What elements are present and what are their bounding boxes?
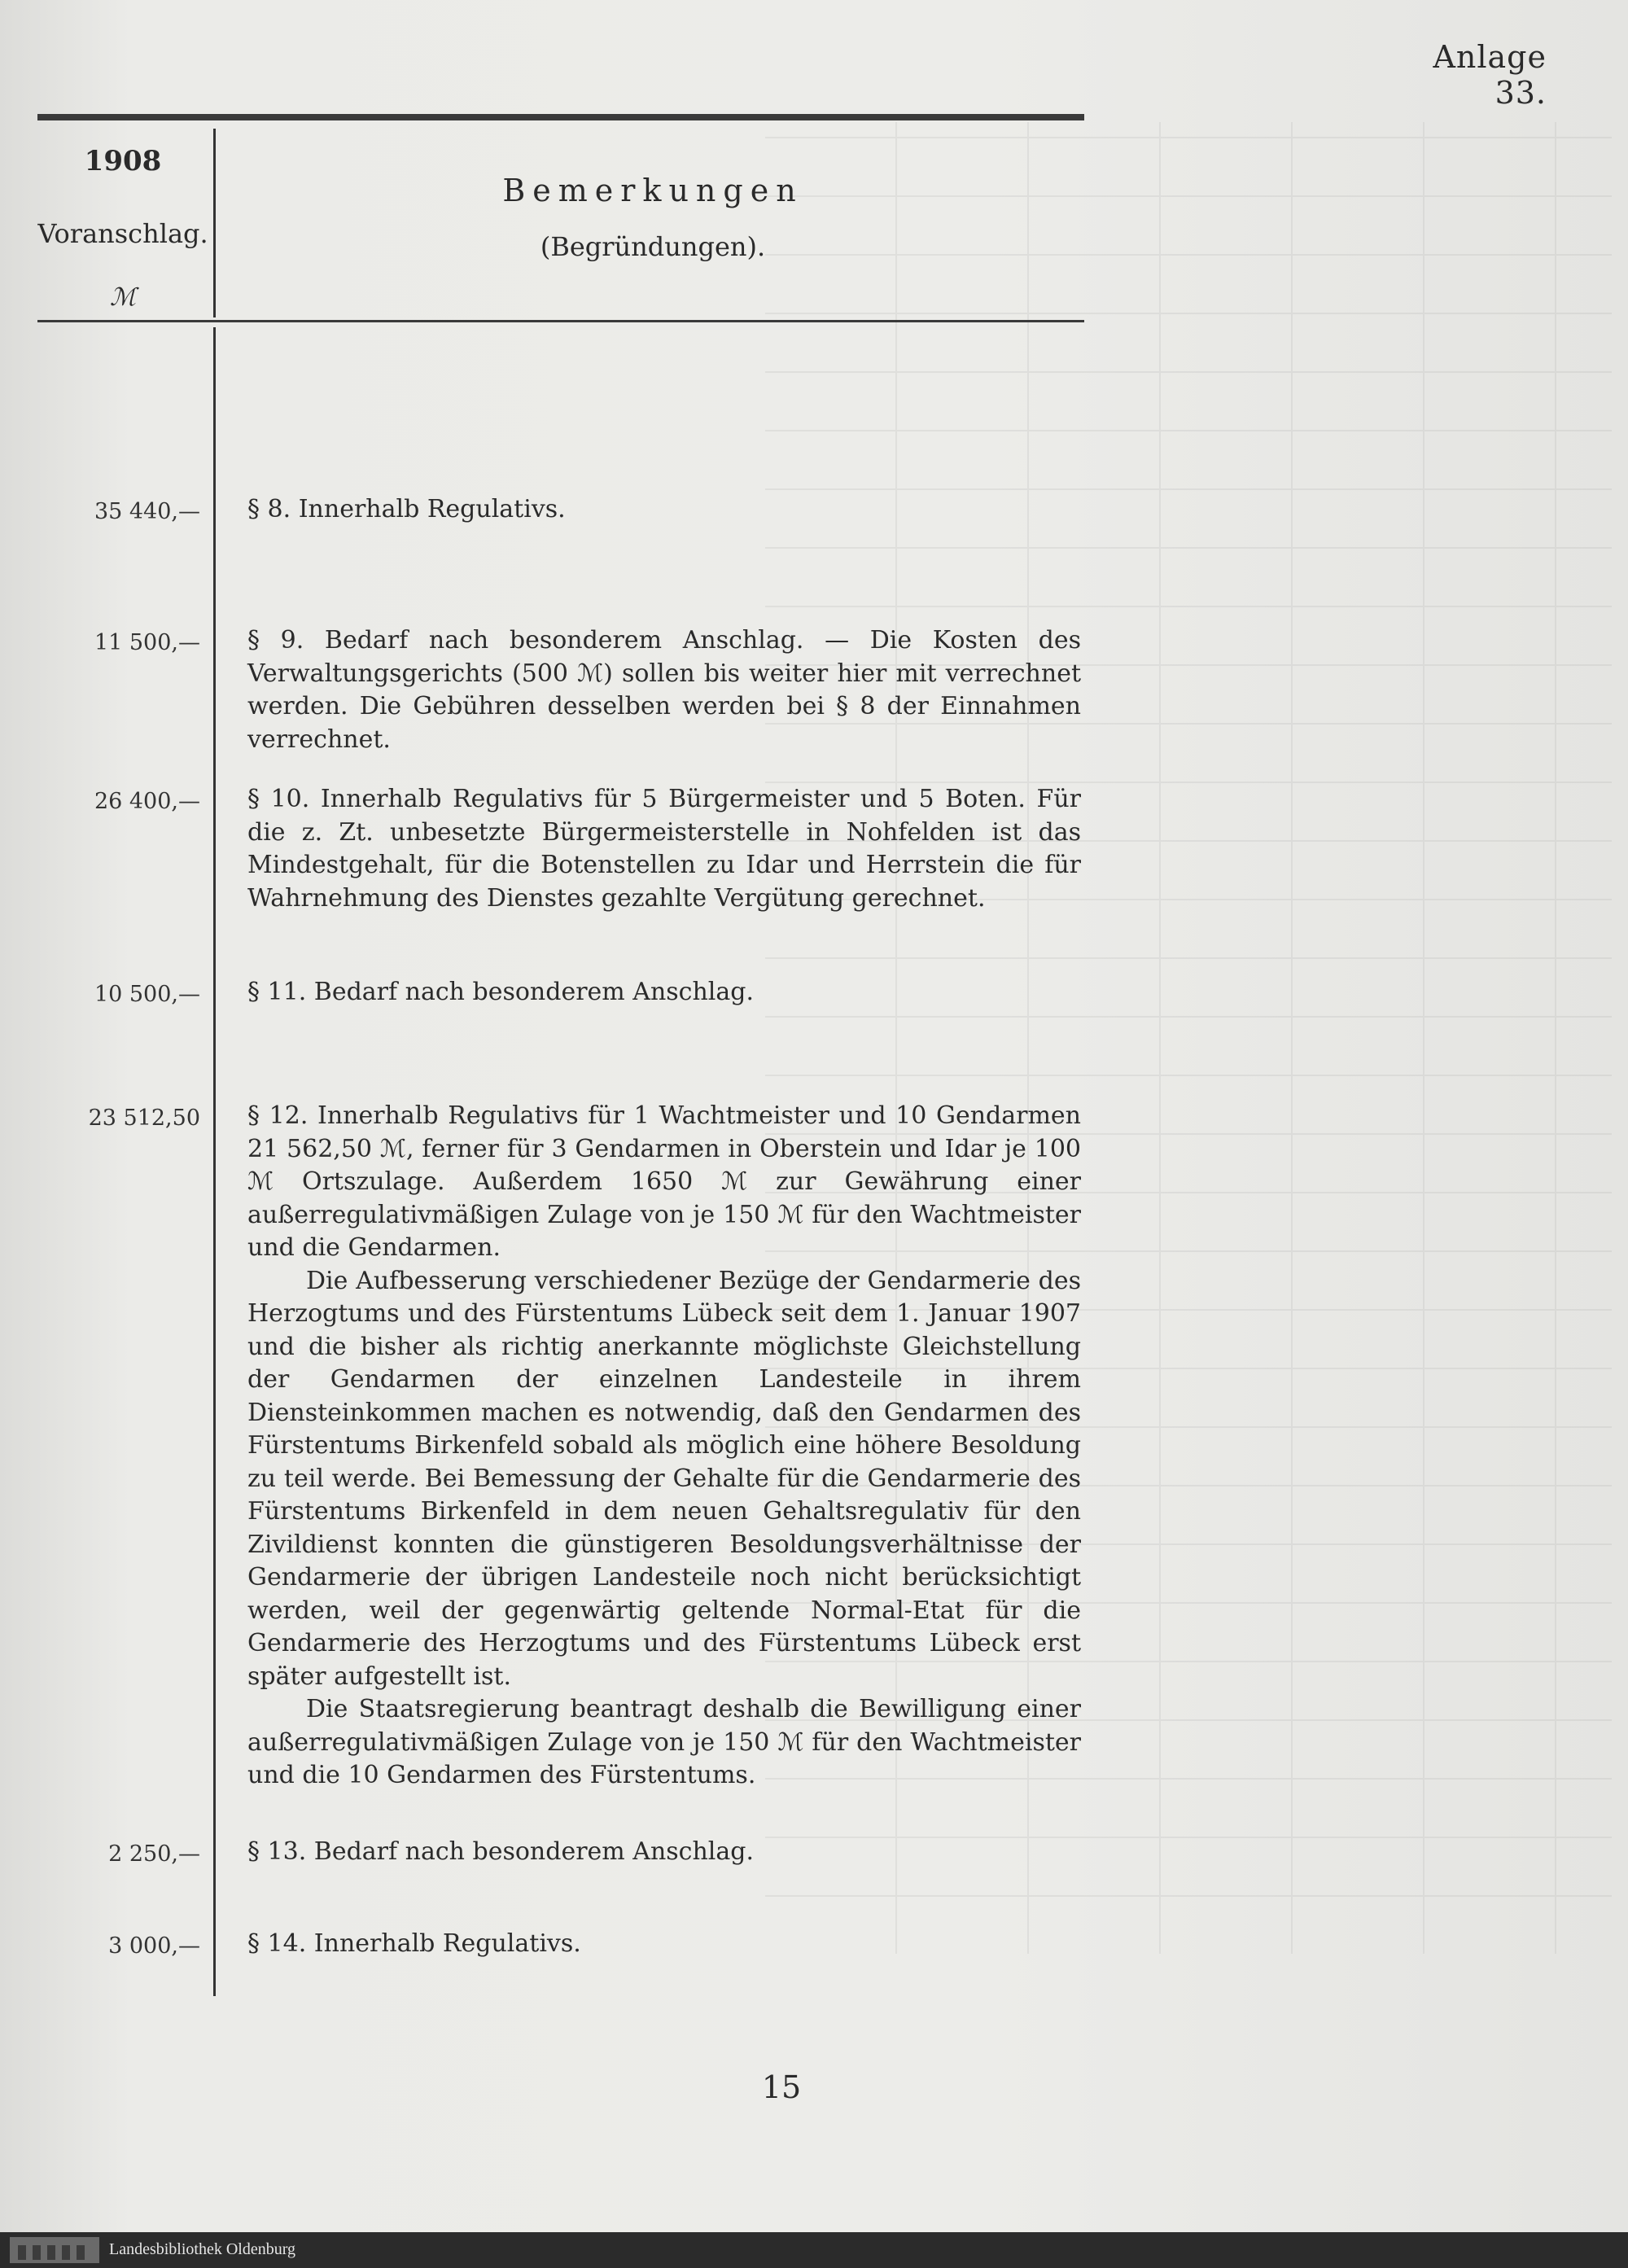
library-footer <box>0 2232 1628 2268</box>
amount-section-11: 10 500,— <box>94 982 200 1007</box>
remarks-heading: Bemerkungen <box>502 173 803 208</box>
remarks-subheading: (Begründungen). <box>540 231 766 262</box>
amount-section-12: 23 512,50 <box>88 1106 200 1131</box>
amount-section-8: 35 440,— <box>94 499 200 524</box>
remark-section-11: § 11. Bedarf nach besonderem Anschlag. <box>247 978 755 1006</box>
amount-section-9: 11 500,— <box>94 630 200 655</box>
currency-unit: ℳ <box>109 283 137 312</box>
header-rule <box>37 320 1084 322</box>
remark-section-10: § 10. Innerhalb Regulativs für 5 Bürgermeister und 5 Boten. Für die z. Zt. unbesetzte Bürgermeisterstelle in Nohfelden ist das Mindestgehalt, für die Botenstellen zu Idar und Herrstein die für Wahrnehmung des Dienstes gezahlte Vergütung gerechnet. <box>247 785 1081 913</box>
page-number: 15 <box>761 2069 802 2105</box>
column-year-heading: 1908 <box>84 145 162 177</box>
remark-section-12-paragraph-2: Die Aufbesserung verschiedener Bezüge der Gendarmerie des Herzogtums und des Fürstentums Lübeck seit dem 1. Januar 1907 und die bisher als richtig anerkannte möglichste Gleichstellung der Gendarmen der einzelnen Landesteile in ihrem Diensteinkommen machen es notwendig, daß den Gendarmen des Fürstentums Birkenfeld sobald als möglich eine höhere Besoldung zu teil werde. Bei Bemessung der Gehalte für die Gendarmerie des Fürstentums Birkenfeld in dem neuen Gehaltsregulativ für den Zivildienst konnten die günstigeren Besoldungsverhältnisse der Gendarmerie der übrigen Landesteile noch nicht berücksichtigt werden, weil der gegenwärtig geltende Normal-Etat für die Gendarmerie des Herzogtums und des Fürstentums Lübeck erst später aufgestellt ist. <box>247 1266 1081 1691</box>
library-building-icon <box>10 2237 99 2263</box>
library-name: Landesbibliothek Oldenburg <box>109 2240 296 2258</box>
remark-section-14: § 14. Innerhalb Regulativs. <box>247 1929 581 1958</box>
amount-section-14: 3 000,— <box>108 1933 200 1959</box>
column-budget-heading: Voranschlag. <box>37 218 208 249</box>
remark-section-12 <box>247 1100 1081 1793</box>
remark-section-9: § 9. Bedarf nach besonderem Anschlag. — Die Kosten des Verwaltungsgerichts (500 ℳ) sollen bis weiter hier mit verrechnet werden. Die Gebühren desselben werden bei § 8 der Einnahmen verrechnet. <box>247 626 1081 754</box>
amount-section-13: 2 250,— <box>108 1841 200 1867</box>
remark-section-13: § 13. Bedarf nach besonderem Anschlag. <box>247 1837 755 1866</box>
top-rule <box>37 114 1084 120</box>
remark-section-12-paragraph-3: Die Staatsregierung beantragt deshalb die Bewilligung einer außerregulativmäßigen Zulage von je 150 ℳ für den Wachtmeister und die 10 Gendarmen des Fürstentums. <box>247 1695 1081 1789</box>
amount-section-10: 26 400,— <box>94 789 200 814</box>
header-column-divider <box>213 129 216 317</box>
body-column-divider <box>213 327 216 1996</box>
remark-section-8: § 8. Innerhalb Regulativs. <box>247 495 566 523</box>
remark-section-12-paragraph-1: § 12. Innerhalb Regulativs für 1 Wachtmeister und 10 Gendarmen 21 562,50 ℳ, ferner für 3 Gendarmen in Oberstein und Idar je 100 ℳ Ortszulage. Außerdem 1650 ℳ zur Gewährung einer außerregulativmäßigen Zulage von je 150 ℳ für den Wachtmeister und die Gendarmen. <box>247 1101 1081 1262</box>
attachment-label: Anlage 33. <box>1433 39 1547 111</box>
